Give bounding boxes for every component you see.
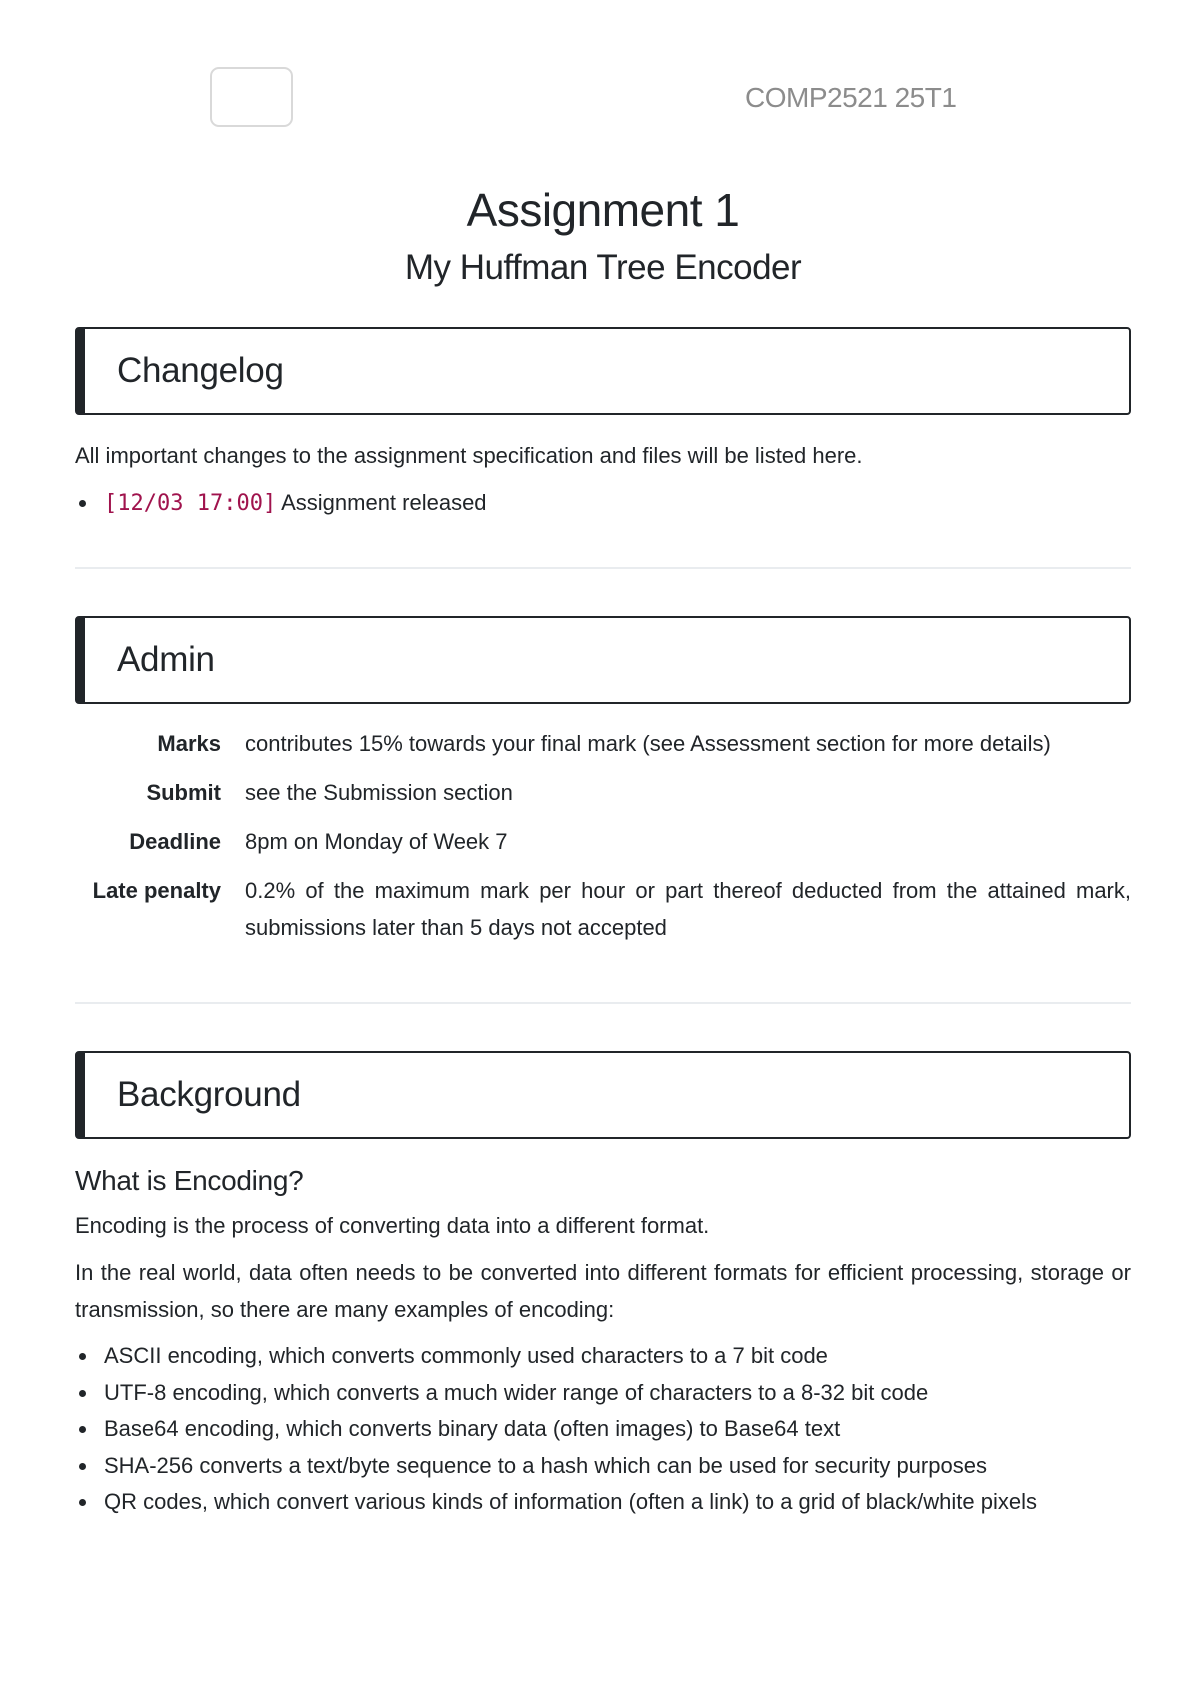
encoding-subheading: What is Encoding? xyxy=(75,1164,304,1196)
section-divider xyxy=(75,1002,1131,1004)
list-item: Base64 encoding, which converts binary data (often images) to Base64 text xyxy=(75,1411,1131,1448)
list-item: SHA-256 converts a text/byte sequence to a hash which can be used for security purposes xyxy=(75,1448,1131,1485)
changelog-entry-text: Assignment released xyxy=(281,490,487,516)
admin-value: contributes 15% towards your final mark (see Assessment section for more details) xyxy=(245,730,1051,756)
list-item: UTF-8 encoding, which converts a much wider range of characters to a 8-32 bit code xyxy=(75,1375,1131,1412)
admin-row-late-penalty xyxy=(75,872,1131,958)
list-item: ASCII encoding, which converts commonly used characters to a 7 bit code xyxy=(75,1338,1131,1375)
admin-label: Late penalty xyxy=(92,877,221,903)
changelog-list xyxy=(75,485,1131,523)
admin-label: Marks xyxy=(157,730,221,756)
assignment-page xyxy=(75,0,1131,1521)
admin-section-header xyxy=(75,616,1131,704)
admin-value: see the Submission section xyxy=(245,779,513,805)
background-paragraph: In the real world, data often needs to be converted into different formats for efficient processing, storage or transmission, so there are many examples of encoding: xyxy=(75,1260,1131,1323)
encoding-examples-list xyxy=(75,1338,1131,1521)
admin-row-submit xyxy=(75,774,1131,823)
admin-table xyxy=(75,725,1131,958)
admin-label: Deadline xyxy=(129,828,221,854)
logo[interactable] xyxy=(210,67,293,127)
admin-row-marks xyxy=(75,725,1131,774)
changelog-timestamp: [12/03 17:00] xyxy=(104,491,277,517)
admin-value: 8pm on Monday of Week 7 xyxy=(245,828,508,854)
background-paragraph: Encoding is the process of converting data into a different format. xyxy=(75,1213,710,1239)
background-section-header xyxy=(75,1051,1131,1139)
changelog-entry xyxy=(75,485,1131,523)
page-subtitle: My Huffman Tree Encoder xyxy=(404,248,802,288)
changelog-heading: Changelog xyxy=(117,351,284,391)
admin-row-deadline xyxy=(75,823,1131,872)
admin-heading: Admin xyxy=(117,639,215,679)
background-heading: Background xyxy=(117,1074,301,1114)
list-item: QR codes, which convert various kinds of information (often a link) to a grid of black/white pixels xyxy=(75,1484,1131,1521)
page-title: Assignment 1 xyxy=(466,184,740,236)
changelog-section-header xyxy=(75,327,1131,415)
changelog-intro: All important changes to the assignment specification and files will be listed here. xyxy=(75,443,863,469)
section-divider xyxy=(75,567,1131,569)
admin-label: Submit xyxy=(146,779,221,805)
admin-value: 0.2% of the maximum mark per hour or part thereof deducted from the attained mark, submissions later than 5 days not accepted xyxy=(245,877,1131,940)
top-bar xyxy=(75,0,1131,150)
course-code[interactable]: COMP2521 25T1 xyxy=(745,82,957,113)
